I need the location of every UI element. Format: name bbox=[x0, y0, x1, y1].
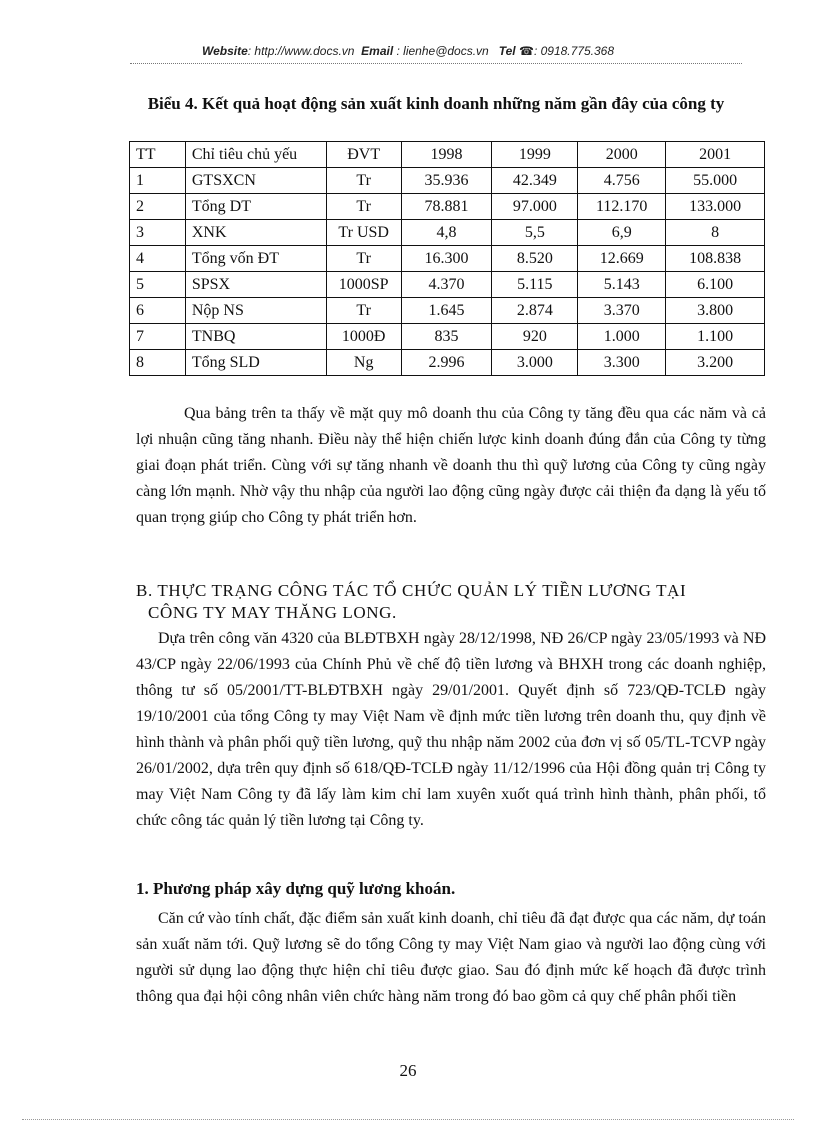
table-cell: TNBQ bbox=[185, 324, 326, 350]
section-b-line2: CÔNG TY MAY THĂNG LONG. bbox=[148, 603, 397, 622]
table-cell: 8 bbox=[130, 350, 186, 376]
table-cell: 3.200 bbox=[666, 350, 765, 376]
table-cell: Tr bbox=[326, 298, 401, 324]
page-number: 26 bbox=[399, 1061, 417, 1080]
table-cell: 3.800 bbox=[666, 298, 765, 324]
tel-label: Tel bbox=[498, 44, 516, 58]
table-cell: 6,9 bbox=[578, 220, 666, 246]
table-cell: 112.170 bbox=[578, 194, 666, 220]
page-header bbox=[0, 44, 816, 58]
table-cell: 4,8 bbox=[401, 220, 492, 246]
table-cell: SPSX bbox=[185, 272, 326, 298]
header-cell: 1998 bbox=[401, 142, 492, 168]
table-cell: 8.520 bbox=[492, 246, 578, 272]
table-cell: 78.881 bbox=[401, 194, 492, 220]
table-row bbox=[130, 350, 765, 376]
table-cell: 6 bbox=[130, 298, 186, 324]
table-cell: 2.996 bbox=[401, 350, 492, 376]
table-cell: GTSXCN bbox=[185, 168, 326, 194]
table-cell: Tổng vốn ĐT bbox=[185, 246, 326, 272]
table-cell: XNK bbox=[185, 220, 326, 246]
table-cell: 55.000 bbox=[666, 168, 765, 194]
table-cell: 5 bbox=[130, 272, 186, 298]
table-cell: Tổng SLD bbox=[185, 350, 326, 376]
table-cell: Tr bbox=[326, 246, 401, 272]
header-cell: 2001 bbox=[666, 142, 765, 168]
table-cell: 1.100 bbox=[666, 324, 765, 350]
table-cell: 5.115 bbox=[492, 272, 578, 298]
email-link[interactable]: : lienhe@docs.vn bbox=[396, 44, 489, 58]
table-row bbox=[130, 246, 765, 272]
header-cell: Chỉ tiêu chủ yếu bbox=[185, 142, 326, 168]
table-cell: Tr bbox=[326, 168, 401, 194]
table-cell: 5.143 bbox=[578, 272, 666, 298]
table-caption: Biểu 4. Kết quả hoạt động sản xuất kinh doanh những năm gần đây của công ty bbox=[147, 94, 725, 113]
header-cell: ĐVT bbox=[326, 142, 401, 168]
results-table bbox=[129, 141, 765, 376]
paragraph-text: Căn cứ vào tính chất, đặc điểm sản xuất kinh doanh, chỉ tiêu đã đạt được qua các năm, dự toán sản xuất năm tới. Quỹ lương sẽ do tổng Công ty may Việt Nam giao và người lao động cùng với người sử dụng lao động thực hiện chỉ tiêu được giao. Sau đó định mức kế hoạch đã được trình thông qua đại hội công nhân viên chức hàng năm trong đó bao gồm cả quy chế phân phối tiền bbox=[136, 910, 766, 1005]
table-cell: Ng bbox=[326, 350, 401, 376]
table-row bbox=[130, 168, 765, 194]
header-cell: TT bbox=[130, 142, 186, 168]
table-cell: 1000SP bbox=[326, 272, 401, 298]
paragraph-text: Qua bảng trên ta thấy về mặt quy mô doanh thu của Công ty tăng đều qua các năm và cả lợi nhuận cũng tăng nhanh. Điều này thể hiện chiến lược kinh doanh đúng đắn của Công ty từng giai đoạn phát triển. Cùng với sự tăng nhanh về doanh thu thì quỹ lương của Công ty cũng ngày càng lớn mạnh. Nhờ vậy thu nhập của người lao động cũng ngày được cải thiện đa dạng là yếu tố quan trọng giúp cho Công ty phát triển hơn. bbox=[136, 405, 766, 526]
table-cell: 3.000 bbox=[492, 350, 578, 376]
table-cell: 35.936 bbox=[401, 168, 492, 194]
table-cell: 920 bbox=[492, 324, 578, 350]
paragraph-method bbox=[136, 906, 766, 1010]
table-cell: 6.100 bbox=[666, 272, 765, 298]
table-cell: Tr USD bbox=[326, 220, 401, 246]
tel-value: ☎: 0918.775.368 bbox=[519, 44, 615, 58]
section-b-heading bbox=[136, 580, 766, 624]
table-cell: 12.669 bbox=[578, 246, 666, 272]
table-cell: 8 bbox=[666, 220, 765, 246]
table-row bbox=[130, 272, 765, 298]
table-cell: 42.349 bbox=[492, 168, 578, 194]
paragraph-text: Dựa trên công văn 4320 của BLĐTBXH ngày 28/12/1998, NĐ 26/CP ngày 23/05/1993 và NĐ 43/CP ngày 22/06/1993 của Chính Phủ về chế độ tiền lương và BHXH trong các doanh nghiệp, thông tư số 05/2001/TT-BLĐTBXH ngày 29/01/2001. Quyết định số 723/QĐ-TCLĐ ngày 19/10/2001 của tổng Công ty may Việt Nam về định mức tiền lương trên doanh thu, quy định về hình thành và phân phối quỹ tiền lương, quỹ thu nhập năm 2002 của đơn vị số 05/TL-TCVP ngày 26/01/2002, dựa trên quy định số 618/QĐ-TCLĐ ngày 11/12/1996 của Hội đồng quản trị Công ty may Việt Nam Công ty đã lấy làm kim chỉ lam xuyên xuốt quá trình hình thành, phân phối, tổ chức công tác quản lý tiền lương tại Công ty. bbox=[136, 630, 766, 829]
header-divider bbox=[130, 63, 742, 64]
table-cell: 3 bbox=[130, 220, 186, 246]
table-row bbox=[130, 194, 765, 220]
website-link[interactable]: : http://www.docs.vn bbox=[247, 44, 355, 58]
table-cell: 2 bbox=[130, 194, 186, 220]
table-cell: Tr bbox=[326, 194, 401, 220]
table-cell: 1.645 bbox=[401, 298, 492, 324]
table-cell: Tổng DT bbox=[185, 194, 326, 220]
website-label: Website bbox=[201, 44, 248, 58]
paragraph-legal-basis bbox=[136, 626, 766, 834]
table-row bbox=[130, 324, 765, 350]
table-cell: 2.874 bbox=[492, 298, 578, 324]
table-cell: 5,5 bbox=[492, 220, 578, 246]
section-b-line1: B. THỰC TRẠNG CÔNG TÁC TỔ CHỨC QUẢN LÝ TIỀN LƯƠNG TẠI bbox=[136, 581, 687, 600]
table-cell: 108.838 bbox=[666, 246, 765, 272]
table-cell: 1.000 bbox=[578, 324, 666, 350]
table-row bbox=[130, 298, 765, 324]
header-cell: 2000 bbox=[578, 142, 666, 168]
subsection-heading: 1. Phương pháp xây dựng quỹ lương khoán. bbox=[136, 879, 456, 898]
table-cell: 4.370 bbox=[401, 272, 492, 298]
table-row bbox=[130, 220, 765, 246]
table-cell: 97.000 bbox=[492, 194, 578, 220]
footer-divider bbox=[22, 1119, 794, 1120]
table-cell: 16.300 bbox=[401, 246, 492, 272]
email-label: Email bbox=[361, 44, 394, 58]
table-cell: 4 bbox=[130, 246, 186, 272]
table-cell: Nộp NS bbox=[185, 298, 326, 324]
table-cell: 1000Đ bbox=[326, 324, 401, 350]
table-header-row bbox=[130, 142, 765, 168]
table-cell: 1 bbox=[130, 168, 186, 194]
paragraph-summary bbox=[136, 401, 766, 531]
table-cell: 7 bbox=[130, 324, 186, 350]
header-cell: 1999 bbox=[492, 142, 578, 168]
table-cell: 133.000 bbox=[666, 194, 765, 220]
table-cell: 4.756 bbox=[578, 168, 666, 194]
table-cell: 3.370 bbox=[578, 298, 666, 324]
table-cell: 835 bbox=[401, 324, 492, 350]
table-cell: 3.300 bbox=[578, 350, 666, 376]
